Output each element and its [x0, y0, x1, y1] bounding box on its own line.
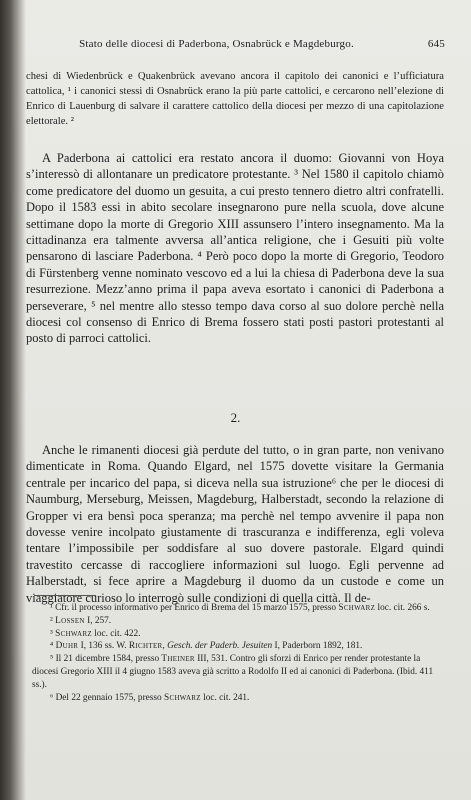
footnote-1: ¹ Cfr. il processo informativo per Enrico di Brema del 15 marzo 1575, presso Schwarz loc. cit. 266 s. [50, 603, 430, 613]
footnote-6: ⁶ Del 22 gennaio 1575, presso Schwarz loc. cit. 241. [50, 692, 250, 703]
footnote-4: ⁴ Duhr I, 136 ss. W. Richter, Gesch. der Paderb. Jesuiten I, Paderborn 1892, 181. [50, 641, 363, 652]
page-number: 645 [427, 38, 445, 50]
running-title: Stato delle diocesi di Paderbona, Osnabrück e Magdeburgo. [79, 38, 354, 50]
footnotes [32, 602, 442, 704]
footnote-2: ² Lossen I, 257. [50, 615, 112, 626]
page-header [28, 38, 445, 54]
paragraph-paderbona [26, 150, 444, 347]
footnote-5: ⁵ Il 21 dicembre 1584, presso Theiner III, 531. Contro gli sforzi di Enrico per render protestante la diocesi Gregorio XIII il 4 giugno 1583 aveva già scritto a Rodolfo II ed ai canonici di Paderbona. (Ibid. 411 ss.). [32, 654, 434, 690]
paragraph-2-text: Anche le rimanenti diocesi già perdute del tutto, o in gran parte, non venivano dimenticate in Roma. Quando Elgard, nel 1575 dovette visitare la Germania centrale per incarico del papa, si diceva nella sua istruzione⁶ che per le diocesi di Naumburg, Merseburg, Meissen, Magdeburg, Halberstadt, secondo la relazione di Gropper vi era bensì poca speranza; ma perchè nel tempo avvenire il papa non dovesse venire incolpato giustamente di trascuranza e indifferenza, egli voleva tentare l’impossibile per soddisfare al suo dovere pastorale. Elgard quindi travestito cercasse di raccogliere informazioni sul luogo. Egli pervenne ad Halberstadt, si fece aprire a Magdeburg il duomo da un custode e come un viaggiatore curioso lo interrogò sulle condizioni di quella città. Il de- [26, 443, 444, 605]
paragraph-elgard [26, 442, 444, 606]
footnote-divider [34, 595, 96, 596]
section-number: 2. [230, 410, 241, 425]
footnote-continuation-text: chesi di Wiedenbrück e Quakenbrück avevano ancora il capitolo dei canonici e l’ufficiatura cattolica, ¹ i canonici stessi di Osnabrück erano la più parte cattolici, e cercarono nell’elezione di Enrico di Lauenburg di salvare il carattere cattolico della diocesi per mezzo di una capitolazione elettorale. ² [26, 71, 444, 127]
footnote-3: ³ Schwarz loc. cit. 422. [50, 628, 141, 639]
paragraph-1-text: A Paderbona ai cattolici era restato ancora il duomo: Giovanni von Hoya s’interessò di allontanare un predicatore protestante. ³ Nel 1580 il capitolo chiamò come predicatore del duomo un gesuita, a cui presto tennero dietro altri confratelli. Dopo il 1583 essi in abito secolare insegnarono pure nella scuola, dove alcune settimane dopo la morte di Gregorio XIII assunsero l’intero insegnamento. Ma la cittadinanza era talmente avversa all’antica religione, che i Gesuiti più volte pensarono di lasciare Paderbona. ⁴ Però poco dopo la morte di Gregorio, Teodoro di Fürstenberg venne nominato vescovo ed a lui la chiesa di Paderbona deve la sua resurrezione. Mezz’anno prima il papa aveva esortato i canonici di Paderbona a perseverare, ⁵ nel mentre allo stesso tempo dava corso al suo dolore perchè nella diocesi col consenso di Enrico di Brema fossero stati posti pastori protestanti al posto di parroci cattolici. [26, 151, 444, 346]
footnote-continuation [26, 69, 444, 129]
